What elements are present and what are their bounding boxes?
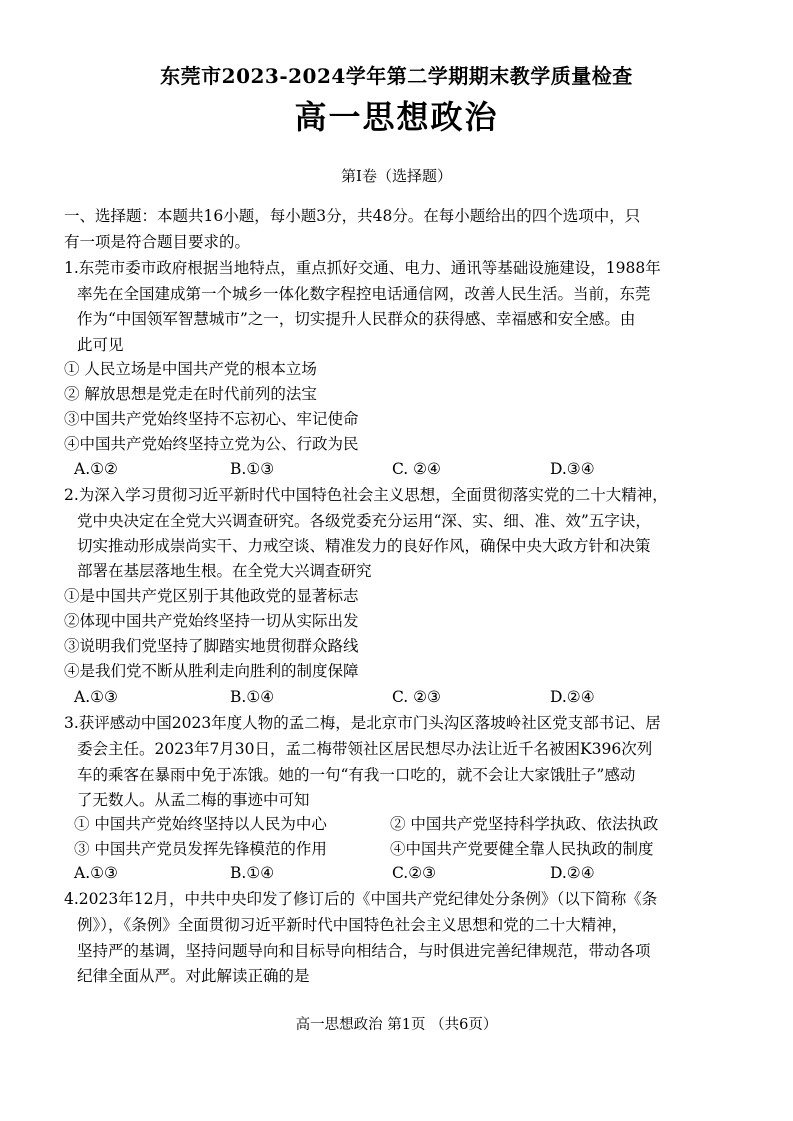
question-3-stem: 3.获评感动中国2023年度人物的孟二梅，是北京市门头沟区落坡岭社区党支部书记、居 xyxy=(64,714,661,732)
answer-option-c[interactable]: C.②③ xyxy=(392,864,437,882)
answer-option-a[interactable]: A.①③ xyxy=(74,688,118,706)
question-2-stem: 2.为深入学习贯彻习近平新时代中国特色社会主义思想，全面贯彻落实党的二十大精神， xyxy=(64,486,668,504)
question-2-statement: ②体现中国共产党始终坚持一切从实际出发 xyxy=(64,612,359,630)
answer-option-c[interactable]: C. ②④ xyxy=(392,460,441,478)
question-3-statement: ③ 中国共产党员发挥先锋模范的作用 xyxy=(74,840,327,858)
question-3-stem: 车的乘客在暴雨中免于冻饿。她的一句“有我一口吃的，就不会让大家饿肚子”感动 xyxy=(77,766,636,784)
page-footer: 高一思想政治 第1页 （共6页） xyxy=(295,1017,498,1033)
answer-option-d[interactable]: D.②④ xyxy=(550,864,595,882)
question-1-stem: 率先在全国建成第一个城乡一体化数字程控电话通信网，改善人民生活。当前，东莞 xyxy=(77,285,651,303)
question-3-statement: ② 中国共产党坚持科学执政、依法执政 xyxy=(390,815,659,833)
question-4-stem: 例》），《条例》全面贯彻习近平新时代中国特色社会主义思想和党的二十大精神， xyxy=(77,916,628,934)
question-4-stem: 4.2023年12月，中共中央印发了修订后的《中国共产党纪律处分条例》（以下简称《条 xyxy=(64,890,658,908)
question-2-stem: 切实推动形成崇尚实干、力戒空谈、精准发力的良好作风，确保中央大政方针和决策 xyxy=(77,537,651,555)
answer-option-c[interactable]: C. ②③ xyxy=(392,688,441,706)
answer-option-a[interactable]: A.①③ xyxy=(74,864,118,882)
subject-title: 高一思想政治 xyxy=(294,98,499,136)
question-3-stem: 了无数人。从孟二梅的事迹中可知 xyxy=(77,791,310,809)
answer-option-d[interactable]: D.③④ xyxy=(550,460,595,478)
section-title: 第Ⅰ卷（选择题） xyxy=(341,167,452,185)
question-3-statement: ① 中国共产党始终坚持以人民为中心 xyxy=(74,815,327,833)
question-3-statement: ④中国共产党要健全靠人民执政的制度 xyxy=(390,840,654,858)
question-1-statement: ① 人民立场是中国共产党的根本立场 xyxy=(64,360,317,378)
answer-option-d[interactable]: D.②④ xyxy=(550,688,595,706)
question-2-stem: 部署在基层落地生根。在全党大兴调查研究 xyxy=(77,562,372,580)
instructions-line: 一、选择题：本题共16小题，每小题3分，共48分。在每小题给出的四个选项中，只 xyxy=(64,207,641,225)
answer-option-b[interactable]: B.①④ xyxy=(230,688,275,706)
question-1-statement: ② 解放思想是党走在时代前列的法宝 xyxy=(64,385,317,403)
question-1-stem: 1.东莞市委市政府根据当地特点，重点抓好交通、电力、通讯等基础设施建设，1988年 xyxy=(64,259,661,277)
question-1-statement: ④中国共产党始终坚持立党为公、行政为民 xyxy=(64,435,359,453)
question-2-stem: 党中央决定在全党大兴调查研究。各级党委充分运用“深、实、细、准、效”五字诀， xyxy=(77,512,651,530)
question-4-stem: 纪律全面从严。对此解读正确的是 xyxy=(77,967,310,985)
answer-option-b[interactable]: B.①④ xyxy=(230,864,275,882)
question-4-stem: 坚持严的基调，坚持问题导向和目标导向相结合，与时俱进完善纪律规范，带动各项 xyxy=(77,942,651,960)
question-3-stem: 委会主任。2023年7月30日，孟二梅带领社区居民想尽办法让近千名被困K396次列 xyxy=(77,740,653,758)
question-2-statement: ④是我们党不断从胜利走向胜利的制度保障 xyxy=(64,662,359,680)
question-2-statement: ③说明我们党坚持了脚踏实地贯彻群众路线 xyxy=(64,637,359,655)
question-1-stem: 此可见 xyxy=(77,336,124,354)
exam-title: 东莞市2023-2024学年第二学期期末教学质量检查 xyxy=(160,64,633,88)
instructions-line: 有一项是符合题目要求的。 xyxy=(64,233,251,251)
question-2-statement: ①是中国共产党区别于其他政党的显著标志 xyxy=(64,587,359,605)
question-1-stem: 作为“中国领军智慧城市”之一，切实提升人民群众的获得感、幸福感和安全感。由 xyxy=(77,310,636,328)
answer-option-a[interactable]: A.①② xyxy=(74,460,118,478)
answer-option-b[interactable]: B.①③ xyxy=(230,460,275,478)
question-1-statement: ③中国共产党始终坚持不忘初心、牢记使命 xyxy=(64,410,359,428)
